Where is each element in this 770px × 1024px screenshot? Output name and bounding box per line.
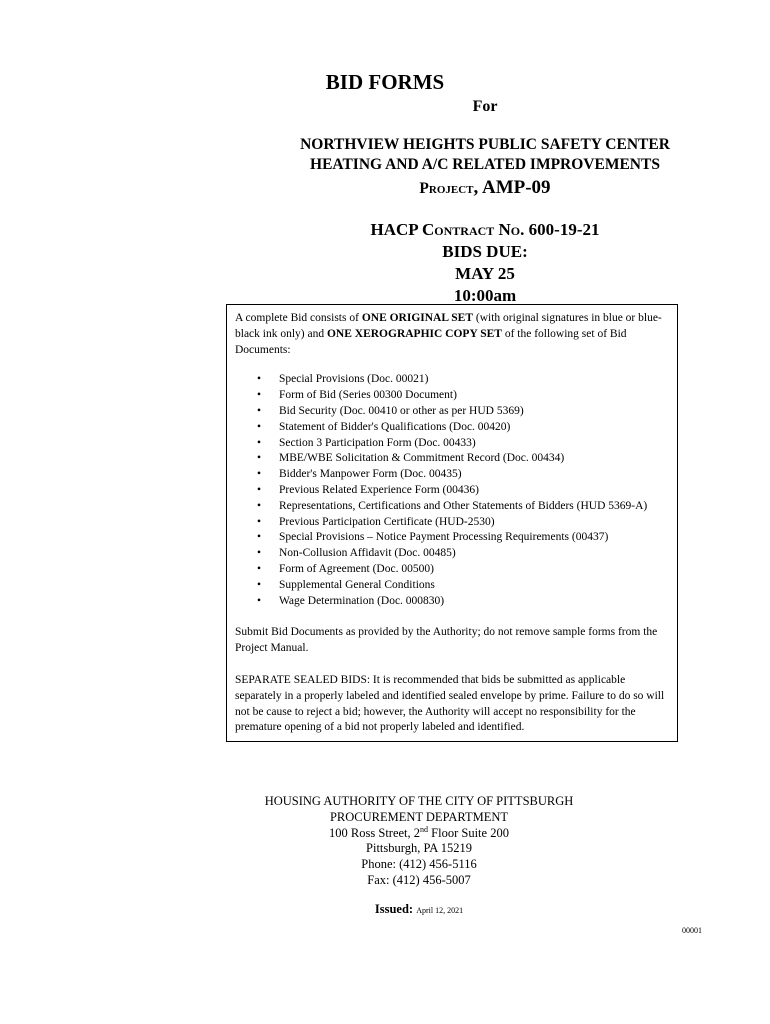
list-item: • Statement of Bidder's Qualifications (Doc. 00420) (279, 420, 669, 436)
fax-number: Fax: (412) 456-5007 (367, 873, 471, 887)
list-item: • Special Provisions – Notice Payment Processing Requirements (00437) (279, 530, 669, 546)
due-date: MAY 25 (455, 264, 515, 283)
bid-document-list (235, 372, 669, 609)
list-item: • Wage Determination (Doc. 000830) (279, 594, 669, 610)
intro-text-2: (with original signatures in blue or blue-black ink only) and (235, 312, 662, 340)
list-item: • Special Provisions (Doc. 00021) (279, 372, 669, 388)
document-title: BID FORMS (325, 70, 445, 94)
submit-note: Submit Bid Documents as provided by the Authority; do not remove sample forms from the Project Manual. (235, 626, 658, 655)
project-line-3 (100, 177, 770, 199)
list-item: • Previous Participation Certificate (HUD-2530) (279, 515, 669, 531)
project-code: , AMP-09 (473, 177, 551, 198)
department-name: PROCUREMENT DEPARTMENT (329, 810, 509, 824)
list-item: • Representations, Certifications and Other Statements of Bidders (HUD 5369-A) (279, 499, 669, 515)
list-item: • Section 3 Participation Form (Doc. 00433) (279, 436, 669, 452)
contract-label: Contract No. (422, 220, 525, 239)
list-item: • Previous Related Experience Form (00436) (279, 483, 669, 499)
bid-intro (235, 311, 669, 358)
for-label: For (472, 98, 498, 115)
intro-text-3: of the following set of Bid Documents: (235, 327, 627, 356)
issued-label: Issued: (374, 902, 417, 916)
original-set-text: ONE ORIGINAL SET (361, 312, 474, 324)
organization-name: HOUSING AUTHORITY OF THE CITY OF PITTSBURGH (264, 794, 574, 808)
project-line-2: HEATING AND A/C RELATED IMPROVEMENTS (310, 156, 660, 173)
street-address (34, 825, 770, 841)
bids-due-label: BIDS DUE: (442, 242, 528, 261)
intro-text-1: A complete Bid consists of (235, 312, 362, 324)
list-item: • Supplemental General Conditions (279, 578, 669, 594)
contract-number (100, 220, 770, 240)
list-item: • Form of Agreement (Doc. 00500) (279, 562, 669, 578)
page-number: 00001 (682, 926, 702, 935)
address-superscript: nd (420, 824, 429, 834)
issued-date (34, 902, 770, 917)
bid-requirements-box (226, 304, 678, 742)
due-time: 10:00am (453, 286, 517, 305)
list-item: • Non-Collusion Affidavit (Doc. 00485) (279, 546, 669, 562)
address-part-1: 100 Ross Street, 2 (329, 826, 421, 840)
address-part-2: Floor Suite 200 (428, 826, 509, 840)
list-item: • Bid Security (Doc. 00410 or other as per HUD 5369) (279, 404, 669, 420)
phone-number: Phone: (412) 456-5116 (361, 857, 477, 871)
issued-date-value: April 12, 2021 (416, 906, 464, 915)
city-state-zip: Pittsburgh, PA 15219 (366, 841, 472, 855)
project-line-1: NORTHVIEW HEIGHTS PUBLIC SAFETY CENTER (300, 136, 670, 153)
project-word: Project (419, 180, 474, 197)
list-item: • MBE/WBE Solicitation & Commitment Record (Doc. 00434) (279, 451, 669, 467)
list-item: • Bidder's Manpower Form (Doc. 00435) (279, 467, 669, 483)
list-item: • Form of Bid (Series 00300 Document) (279, 388, 669, 404)
contract-num: 600-19-21 (524, 220, 600, 239)
contract-prefix: HACP (370, 220, 418, 239)
sealed-bids-note: SEPARATE SEALED BIDS: It is recommended that bids be submitted as applicable separately in a properly labeled and identified sealed envelope by prime. Failure to do so will not be cause to reject a bid; however, the Authority will accept no responsibility for the premature opening of a bid not properly labeled and identified. (235, 673, 665, 734)
copy-set-text: ONE XEROGRAPHIC COPY SET (326, 327, 502, 340)
